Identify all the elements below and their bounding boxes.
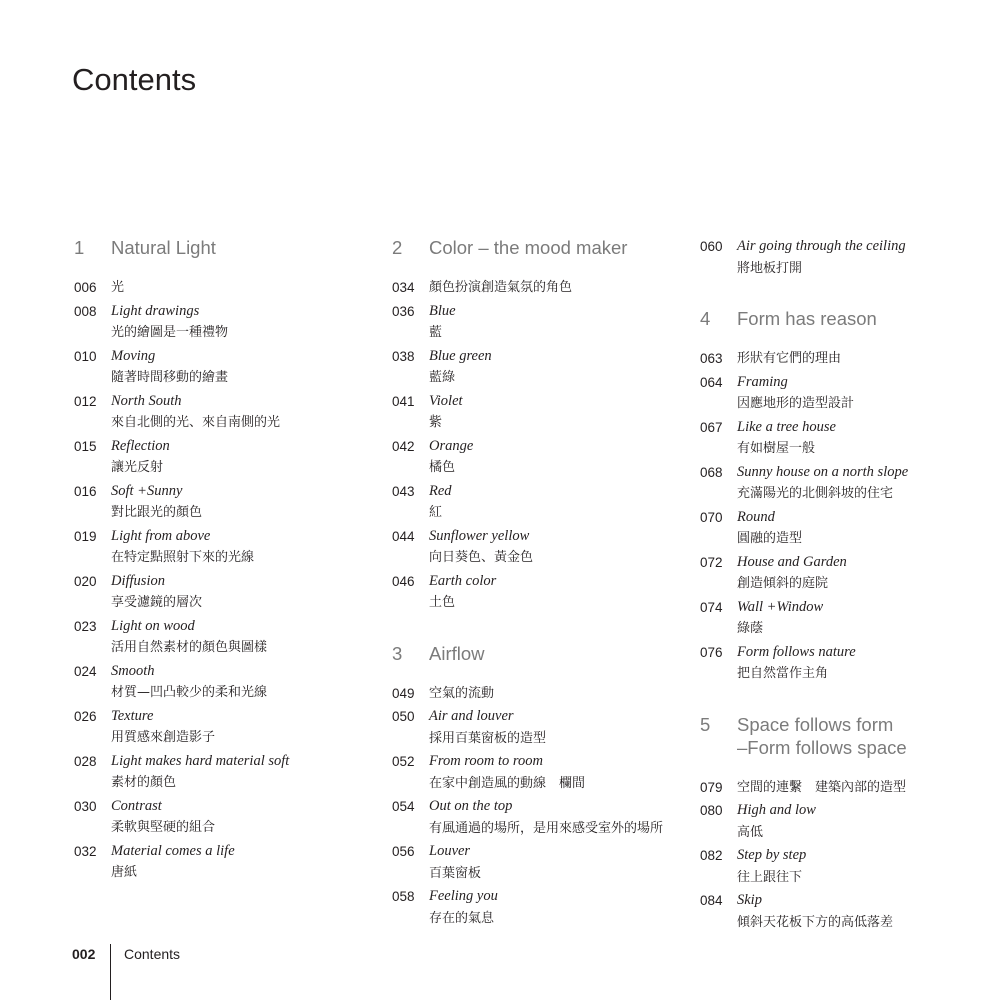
entry-chinese-title: 將地板打開 (737, 260, 803, 276)
entry-page-number: 024 (74, 663, 97, 679)
entry-page-number: 042 (392, 438, 415, 454)
entry-chinese-title: 隨著時間移動的繪畫 (111, 370, 229, 385)
entry-chinese-title: 充滿陽光的北側斜坡的住宅 (737, 486, 894, 501)
toc-entry[interactable] (700, 417, 990, 460)
entry-chinese-title: 因應地形的造型設計 (737, 396, 855, 411)
entry-page-number: 084 (700, 893, 723, 908)
entry-page-number: 076 (700, 644, 723, 660)
toc-entry[interactable] (700, 597, 990, 640)
entry-english-title: Sunny house on a north slope (737, 463, 909, 480)
entry-english-title: Material comes a life (111, 842, 235, 859)
section-heading (392, 642, 682, 665)
entry-page-number: 019 (74, 528, 97, 544)
section-number: 5 (700, 713, 711, 735)
entry-page-number: 052 (392, 754, 415, 769)
entry-page-number: 041 (392, 393, 415, 409)
entry-page-number: 043 (392, 483, 415, 499)
entry-page-number: 058 (392, 889, 415, 904)
section-title-line: Space follows form (737, 713, 894, 735)
entry-chinese-title: 把自然當作主角 (737, 666, 829, 681)
toc-entry[interactable] (392, 841, 682, 884)
entry-page-number: 030 (74, 798, 97, 814)
section-number: 4 (700, 308, 711, 329)
entry-english-title: Orange (429, 437, 474, 454)
entry-page-number: 082 (700, 848, 723, 863)
entry-page-number: 015 (74, 438, 97, 454)
entry-chinese-title: 藍 (429, 325, 443, 340)
toc-entry[interactable] (392, 436, 682, 479)
toc-entry[interactable] (700, 642, 990, 685)
entry-chinese-title: 有風通過的場所，是用來感受室外的場所 (429, 820, 664, 836)
entry-english-title: Diffusion (111, 572, 165, 589)
toc-entry[interactable] (74, 391, 364, 434)
entry-chinese-title: 對比跟光的顏色 (111, 505, 203, 520)
toc-entry[interactable] (392, 706, 682, 749)
toc-entry[interactable] (74, 751, 364, 794)
entry-english-title: Moving (111, 347, 156, 364)
toc-entry[interactable] (392, 346, 682, 389)
entry-chinese-title: 圓融的造型 (737, 531, 803, 546)
entry-english-title: Light on wood (111, 617, 195, 634)
entry-english-title: Like a tree house (737, 418, 836, 435)
entry-english-title: High and low (737, 802, 816, 818)
section-title-line: Airflow (429, 642, 485, 664)
entry-page-number: 049 (392, 685, 415, 701)
entry-page-number: 032 (74, 843, 97, 859)
entry-english-title: Air and louver (429, 708, 514, 724)
toc-entry[interactable] (392, 277, 682, 299)
section-title (429, 236, 627, 259)
entry-chinese-title: 有如樹屋一般 (737, 441, 816, 456)
entry-english-title: Light drawings (111, 302, 200, 319)
entry-chinese-title: 光 (111, 280, 125, 295)
entry-english-title: Round (737, 508, 775, 525)
entry-page-number: 038 (392, 348, 415, 364)
toc-entry[interactable] (74, 277, 364, 299)
entry-page-number: 063 (700, 351, 723, 366)
entry-page-number: 080 (700, 803, 723, 818)
toc-entry[interactable] (700, 777, 990, 799)
toc-entry[interactable] (392, 391, 682, 434)
entry-page-number: 028 (74, 753, 97, 769)
entry-page-number: 079 (700, 779, 723, 795)
toc-entry[interactable] (392, 751, 682, 794)
entry-english-title: Contrast (111, 797, 162, 814)
section-title-line: Form has reason (737, 308, 877, 329)
entry-page-number: 036 (392, 303, 415, 319)
toc-entry[interactable] (74, 481, 364, 524)
entry-chinese-title: 橘色 (429, 460, 456, 475)
footer-divider (110, 944, 111, 1000)
toc-entry[interactable] (392, 796, 682, 839)
entry-page-number: 016 (74, 483, 97, 499)
entry-english-title: Blue (429, 302, 456, 319)
entry-page-number: 064 (700, 374, 723, 390)
entry-chinese-title: 存在的氣息 (429, 910, 495, 926)
entry-page-number: 072 (700, 554, 723, 570)
entry-page-number: 010 (74, 348, 97, 364)
toc-entry[interactable] (74, 841, 364, 884)
toc-entry[interactable] (74, 661, 364, 704)
entry-chinese-title: 讓光反射 (111, 460, 164, 475)
entry-chinese-title: 素材的顏色 (111, 775, 177, 790)
toc-entry[interactable] (700, 507, 990, 550)
entry-page-number: 056 (392, 844, 415, 859)
toc-entry[interactable] (74, 706, 364, 749)
entry-chinese-title: 材質—凹凸較少的柔和光線 (111, 685, 268, 700)
section-number: 2 (392, 237, 403, 258)
entry-page-number: 006 (74, 280, 97, 295)
page-number: 002 (72, 946, 96, 962)
entry-chinese-title: 高低 (737, 824, 764, 840)
section-heading (700, 713, 990, 759)
entry-english-title: Texture (111, 707, 154, 724)
page-title: Contents (72, 62, 197, 97)
entry-english-title: Violet (429, 392, 463, 409)
entry-chinese-title: 顏色扮演創造氣氛的角色 (429, 280, 573, 295)
toc-entry[interactable] (700, 462, 990, 505)
entry-page-number: 008 (74, 303, 97, 319)
toc-entry[interactable] (392, 886, 682, 929)
entry-chinese-title: 傾斜天花板下方的高低落差 (737, 914, 894, 930)
toc-entry[interactable] (74, 616, 364, 659)
entry-english-title: Louver (429, 843, 471, 859)
toc-entry[interactable] (392, 571, 682, 614)
entry-chinese-title: 唐紙 (111, 865, 138, 880)
entry-english-title: Light from above (111, 527, 211, 544)
entry-chinese-title: 紅 (429, 505, 443, 520)
entry-chinese-title: 土色 (429, 595, 456, 610)
entry-chinese-title: 在家中創造風的動線 欄間 (429, 775, 586, 791)
entry-chinese-title: 採用百葉窗板的造型 (429, 730, 547, 746)
entry-page-number: 012 (74, 393, 97, 409)
entry-english-title: Earth color (429, 572, 497, 589)
section-title (737, 307, 877, 330)
entry-english-title: Wall +Window (737, 598, 824, 615)
entry-english-title: From room to room (429, 753, 543, 769)
section-title-line: –Form follows space (737, 736, 907, 758)
toc-entry[interactable] (700, 800, 990, 843)
section-title (429, 642, 485, 665)
toc-entry[interactable] (74, 301, 364, 344)
toc-entry[interactable] (700, 348, 990, 370)
entry-page-number: 054 (392, 799, 415, 814)
entry-page-number: 050 (392, 709, 415, 724)
toc-entry[interactable] (74, 796, 364, 839)
entry-chinese-title: 綠蔭 (737, 621, 764, 636)
section-heading (700, 307, 990, 330)
toc-column-2 (392, 236, 682, 931)
entry-page-number: 046 (392, 573, 415, 589)
toc-entry[interactable] (74, 436, 364, 479)
section-title-line: Natural Light (111, 237, 216, 258)
entry-chinese-title: 向日葵色、黃金色 (429, 550, 534, 565)
entry-page-number: 026 (74, 708, 97, 724)
entry-page-number: 044 (392, 528, 415, 544)
entry-english-title: Red (429, 482, 452, 499)
entry-chinese-title: 活用自然素材的顏色與圖樣 (111, 640, 268, 655)
toc-entry[interactable] (392, 481, 682, 524)
section-number: 3 (392, 642, 403, 664)
toc-entry[interactable] (392, 526, 682, 569)
entry-page-number: 070 (700, 509, 723, 525)
section-title (737, 713, 907, 759)
section-number: 1 (74, 237, 85, 258)
entry-english-title: North South (111, 392, 182, 409)
entry-english-title: Form follows nature (737, 643, 856, 660)
entry-english-title: Framing (737, 373, 788, 390)
entry-english-title: Step by step (737, 847, 807, 863)
toc-entry[interactable] (700, 372, 990, 415)
entry-english-title: Blue green (429, 347, 492, 364)
toc-entry[interactable] (74, 346, 364, 389)
entry-chinese-title: 創造傾斜的庭院 (737, 576, 829, 591)
entry-chinese-title: 空氣的流動 (429, 685, 495, 701)
section-title-line: Color – the mood maker (429, 237, 628, 258)
toc-entry[interactable] (392, 301, 682, 344)
toc-entry[interactable] (700, 552, 990, 595)
entry-chinese-title: 在特定點照射下來的光線 (111, 550, 255, 565)
section-heading (392, 236, 682, 259)
section-title (111, 236, 216, 259)
section-heading (74, 236, 364, 259)
entry-chinese-title: 柔軟與堅硬的組合 (111, 820, 216, 835)
toc-entry[interactable] (700, 236, 990, 279)
entry-english-title: Reflection (111, 437, 170, 454)
entry-english-title: Soft +Sunny (111, 482, 183, 499)
toc-entry[interactable] (392, 683, 682, 705)
entry-page-number: 020 (74, 573, 97, 589)
toc-column-3 (700, 236, 990, 935)
entry-english-title: Air going through the ceiling (737, 238, 906, 254)
entry-chinese-title: 往上跟往下 (737, 869, 803, 885)
entry-chinese-title: 藍綠 (429, 370, 456, 385)
entry-page-number: 068 (700, 464, 723, 480)
entry-chinese-title: 來自北側的光、來自南側的光 (111, 415, 281, 430)
entry-chinese-title: 用質感來創造影子 (111, 730, 216, 745)
entry-chinese-title: 紫 (429, 415, 443, 430)
toc-entry[interactable] (74, 571, 364, 614)
entry-chinese-title: 享受濾鏡的層次 (111, 595, 203, 610)
entry-english-title: Out on the top (429, 798, 513, 814)
entry-english-title: Sunflower yellow (429, 527, 530, 544)
toc-entry[interactable] (74, 526, 364, 569)
toc-column-1 (74, 236, 364, 886)
entry-english-title: Smooth (111, 662, 155, 679)
entry-english-title: Feeling you (429, 888, 498, 904)
entry-chinese-title: 光的繪圖是一種禮物 (111, 325, 229, 340)
entry-page-number: 067 (700, 419, 723, 435)
entry-page-number: 074 (700, 599, 723, 615)
toc-entry[interactable] (700, 890, 990, 933)
entry-chinese-title: 空間的連繫 建築內部的造型 (737, 779, 907, 795)
entry-english-title: Light makes hard material soft (111, 752, 290, 769)
entry-page-number: 034 (392, 280, 415, 295)
toc-entry[interactable] (700, 845, 990, 888)
entry-english-title: Skip (737, 892, 762, 908)
footer-label: Contents (124, 946, 181, 962)
entry-chinese-title: 形狀有它們的理由 (737, 351, 842, 366)
entry-page-number: 060 (700, 239, 723, 254)
entry-page-number: 023 (74, 618, 97, 634)
entry-english-title: House and Garden (737, 553, 847, 570)
entry-chinese-title: 百葉窗板 (429, 865, 482, 881)
